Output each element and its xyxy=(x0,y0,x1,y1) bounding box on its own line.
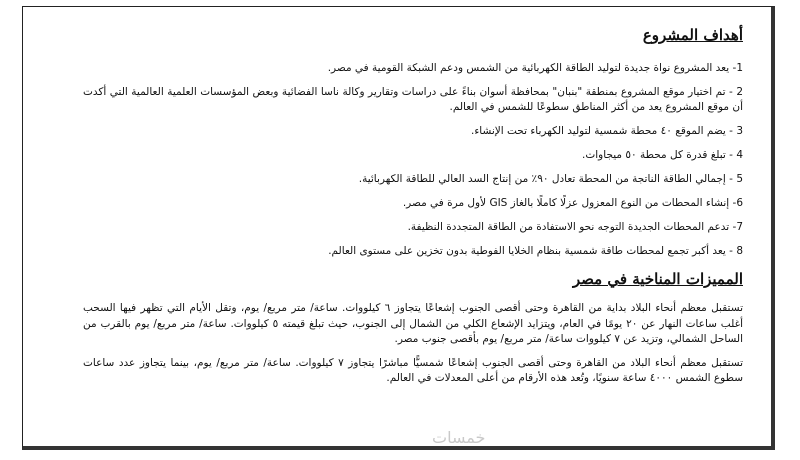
document-content xyxy=(83,25,743,395)
section-title-goals: أهداف المشروع xyxy=(642,26,743,44)
goal-item-8: 8 - يعد أكبر تجمع لمحطات طاقة شمسية بنظام الخلايا الفوطية بدون تخزين على مستوى العالم. xyxy=(328,245,743,257)
watermark-text: خمسات xyxy=(432,428,486,447)
goal-item-2: 2 - تم اختيار موقع المشروع بمنطقة "بنبان" بمحافظة أسوان بناءً على دراسات وتقارير وكالة ناسا الفضائية وبعض المؤسسات العلمية العالمية التي أكدت أن موقع المشروع يعد من أكثر المناطق سطوعًا للشمس في العالم. xyxy=(83,86,743,113)
goal-item-7: 7- تدعم المحطات الجديدة التوجه نحو الاستفادة من الطاقة المتجددة النظيفة. xyxy=(407,221,743,233)
goal-item-6: 6- إنشاء المحطات من النوع المعزول عزلًا كاملًا بالغاز GIS لأول مرة في مصر. xyxy=(402,197,743,209)
goal-item-1: 1- يعد المشروع نواة جديدة لتوليد الطاقة الكهربائية من الشمس ودعم الشبكة القومية في مصر. xyxy=(327,62,743,74)
goal-item-4: 4 - تبلغ قدرة كل محطة ٥٠ ميجاوات. xyxy=(582,149,743,161)
climate-paragraph-2: تستقبل معظم أنحاء البلاد من القاهرة وحتى أقصى الجنوب إشعاعًا شمسيًّا مباشرًا يتجاوز ٧ كيلووات. ساعة/ متر مربع/ يوم، بينما يتجاوز عدد ساعات سطوع الشمس ٤٠٠٠ ساعة سنويًا، وتُعد هذه الأرقام من أعلى المعدلات في العالم. xyxy=(83,356,743,384)
climate-paragraph-1: تستقبل معظم أنحاء البلاد بداية من القاهرة وحتى أقصى الجنوب إشعاعًا يتجاوز ٦ كيلووات. ساعة/ متر مربع/ يوم، وتقل الأيام التي تظهر فيها السحب أغلب ساعات النهار عن ٢٠ يومًا في العام، ويتزايد الإشعاع الكلي من الشمال إلى الجنوب، حيث تبلغ قيمته ٥ كيلووات. ساعة/ متر مربع/ يوم بالقرب من الساحل الشمالي، وتزيد عن ٧ كيلووات ساعة/ متر مربع/ يوم بأقصى جنوب مصر. xyxy=(83,302,743,345)
goal-item-3: 3 - يضم الموقع ٤٠ محطة شمسية لتوليد الكهرباء تحت الإنشاء. xyxy=(470,125,743,137)
section-title-climate: المميزات المناخية في مصر xyxy=(572,270,743,288)
document-page xyxy=(22,6,775,450)
goal-item-5: 5 - إجمالي الطاقة الناتجة من المحطة تعادل ٩٠٪ من إنتاج السد العالي للطاقة الكهربائية. xyxy=(358,173,743,185)
